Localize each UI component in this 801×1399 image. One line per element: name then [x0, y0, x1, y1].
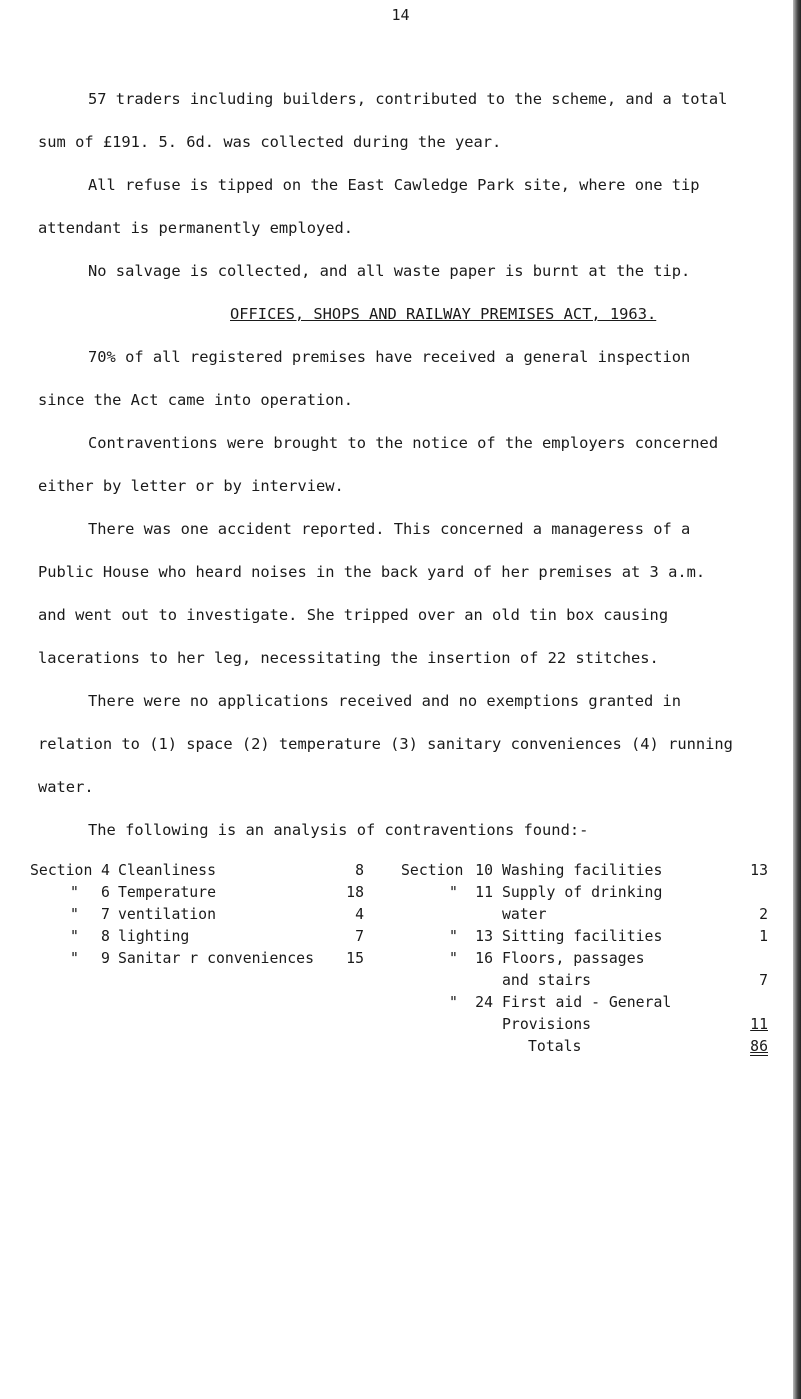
section-number: 24	[475, 994, 493, 1011]
paragraph-line: No salvage is collected, and all waste paper is burnt at the tip.	[88, 262, 691, 280]
ditto-mark: "	[449, 884, 458, 901]
section-label: Floors, passages	[502, 950, 645, 967]
paragraph-line: The following is an analysis of contraventions found:-	[88, 821, 589, 839]
section-count: 7	[759, 972, 768, 989]
paragraph-line: Contraventions were brought to the notice of the employers concerned	[88, 434, 719, 452]
section-count: 13	[750, 862, 768, 879]
section-label: First aid - General	[502, 994, 672, 1011]
ditto-mark: "	[70, 906, 79, 923]
ditto-mark: "	[449, 950, 458, 967]
paragraph-line: All refuse is tipped on the East Cawledge Park site, where one tip	[88, 176, 700, 194]
paragraph-line: There were no applications received and no exemptions granted in	[88, 692, 682, 710]
section-label: Supply of drinking	[502, 884, 663, 901]
paragraph-line: relation to (1) space (2) temperature (3) sanitary conveniences (4) running	[38, 735, 733, 753]
section-number: 10	[475, 862, 493, 879]
section-label: Cleanliness	[118, 862, 216, 879]
section-number: 11	[475, 884, 493, 901]
ditto-mark: "	[449, 994, 458, 1011]
paragraph-line: since the Act came into operation.	[38, 391, 354, 409]
section-heading: OFFICES, SHOPS AND RAILWAY PREMISES ACT, 1963.	[230, 305, 657, 323]
section-prefix: Section	[401, 862, 464, 879]
section-count: 2	[759, 906, 768, 923]
section-count: 15	[346, 950, 364, 967]
section-count: 8	[355, 862, 364, 879]
section-label: Sanitar r conveniences	[118, 950, 314, 967]
section-count: 7	[355, 928, 364, 945]
section-label: water	[502, 906, 547, 923]
section-label: lighting	[118, 928, 190, 945]
ditto-mark: "	[70, 884, 79, 901]
section-count: 1	[759, 928, 768, 945]
totals-value: 86	[750, 1038, 768, 1055]
page-number: 14	[391, 6, 410, 24]
section-number: 4	[101, 862, 110, 879]
section-label: ventilation	[118, 906, 216, 923]
paragraph-line: There was one accident reported. This concerned a manageress of a	[88, 520, 691, 538]
section-count: 11	[750, 1016, 768, 1033]
section-label: Washing facilities	[502, 862, 663, 879]
paragraph-line: attendant is permanently employed.	[38, 219, 354, 237]
ditto-mark: "	[70, 928, 79, 945]
section-count: 4	[355, 906, 364, 923]
section-label: Sitting facilities	[502, 928, 663, 945]
section-count: 18	[346, 884, 364, 901]
paragraph-line: either by letter or by interview.	[38, 477, 344, 495]
totals-label: Totals	[528, 1038, 582, 1055]
paragraph-line: 57 traders including builders, contributed to the scheme, and a total	[88, 90, 728, 108]
paragraph-line: sum of £191. 5. 6d. was collected during the year.	[38, 133, 502, 151]
section-prefix: Section	[30, 862, 93, 879]
paragraph-line: Public House who heard noises in the back yard of her premises at 3 a.m.	[38, 563, 706, 581]
section-number: 6	[101, 884, 110, 901]
ditto-mark: "	[449, 928, 458, 945]
paragraph-line: water.	[38, 778, 94, 796]
section-number: 9	[101, 950, 110, 967]
page-edge	[793, 0, 801, 1399]
section-label: Temperature	[118, 884, 216, 901]
paragraph-line: 70% of all registered premises have received a general inspection	[88, 348, 691, 366]
section-number: 7	[101, 906, 110, 923]
ditto-mark: "	[70, 950, 79, 967]
section-number: 13	[475, 928, 493, 945]
section-label: and stairs	[502, 972, 592, 989]
section-number: 16	[475, 950, 493, 967]
section-number: 8	[101, 928, 110, 945]
paragraph-line: lacerations to her leg, necessitating the insertion of 22 stitches.	[38, 649, 659, 667]
section-label: Provisions	[502, 1016, 592, 1033]
paragraph-line: and went out to investigate. She tripped over an old tin box causing	[38, 606, 669, 624]
totals-count	[744, 1040, 768, 1056]
